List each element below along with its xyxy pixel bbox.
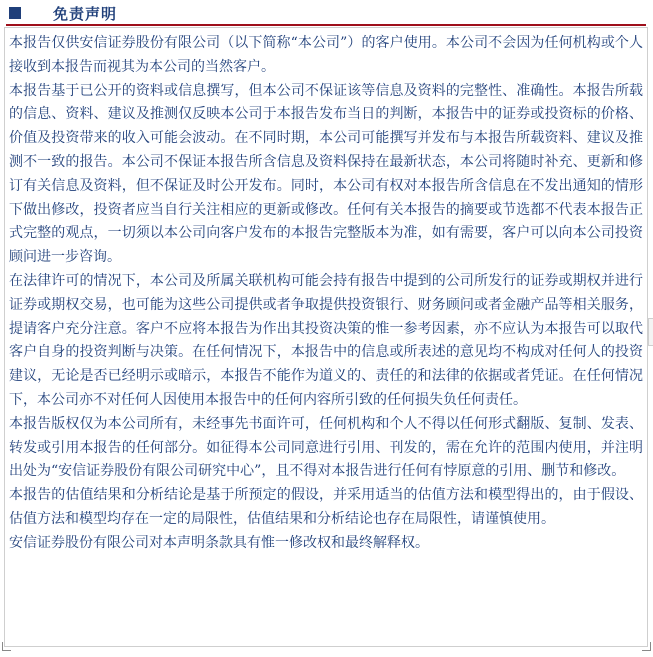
paragraph-valuation: 本报告的估值结果和分析结论是基于所预定的假设，并采用适当的估值方法和模型得出的，由于假设、估值方法和模型均存在一定的局限性，估值结果和分析结论也存在局限性，请谨慎使用。 (9, 487, 643, 527)
paragraph-information-basis: 本报告基于已公开的资料或信息撰写，但本公司不保证该等信息及资料的完整性、准确性。本报告所载的信息、资料、建议及推测仅反映本公司于本报告发布当日的判断，本报告中的证券或投资标的价格、价值及投资带来的收入可能会波动。在不同时期，本公司可能撰写并发布与本报告所载资料、建议及推测不一致的报告。本公司不保证本报告所含信息及资料保持在最新状态，本公司将随时补充、更新和修订有关信息及资料，但不保证及时公开发布。同时，本公司有权对本报告所含信息在不发出通知的情形下做出修改，投资者应当自行关注相应的更新或修改。任何有关本报告的摘要或节选都不代表本报告正式完整的观点，一切须以本公司向客户发布的本报告完整版本为准，如有需要，客户可以向本公司投资顾问进一步咨询。 (9, 82, 643, 266)
section-title: 免责声明 (53, 4, 118, 23)
paragraph-interpretation-right: 安信证券股份有限公司对本声明条款具有惟一修改权和最终解释权。 (9, 534, 429, 551)
paragraph-usage: 本报告仅供安信证券股份有限公司（以下简称“本公司”）的客户使用。本公司不会因为任何机构或个人接收到本报告而视其为本公司的当然客户。 (9, 35, 643, 75)
corner-mark-bottom-right (642, 642, 651, 651)
paragraph-copyright: 本报告版权仅为本公司所有，未经事先书面许可，任何机构和个人不得以任何形式翻版、复制、发表、转发或引用本报告的任何部分。如征得本公司同意进行引用、刊发的，需在允许的范围内使用，并注明出处为“安信证券股份有限公司研究中心”，且不得对本报告进行任何有悖原意的引用、删节和修改。 (9, 415, 643, 480)
paragraph-conflicts-of-interest: 在法律许可的情况下，本公司及所属关联机构可能会持有报告中提到的公司所发行的证券或期权并进行证券或期权交易，也可能为这些公司提供或者争取提供投资银行、财务顾问或者金融产品等相关服务，提请客户充分注意。客户不应将本报告为作出其投资决策的惟一参考因素，亦不应认为本报告可以取代客户自身的投资判断与决策。在任何情况下，本报告中的信息或所表述的意见均不构成对任何人的投资建议，无论是否已经明示或暗示，本报告不能作为道义的、责任的和法律的依据或者凭证。在任何情况下，本公司亦不对任何人因使用本报告中的任何内容所引致的任何损失负任何责任。 (9, 272, 643, 408)
disclaimer-body (4, 27, 648, 647)
square-bullet-icon (9, 7, 21, 19)
section-header (6, 4, 646, 26)
corner-mark-bottom-left (2, 642, 11, 651)
page-edge-marker (648, 318, 653, 346)
